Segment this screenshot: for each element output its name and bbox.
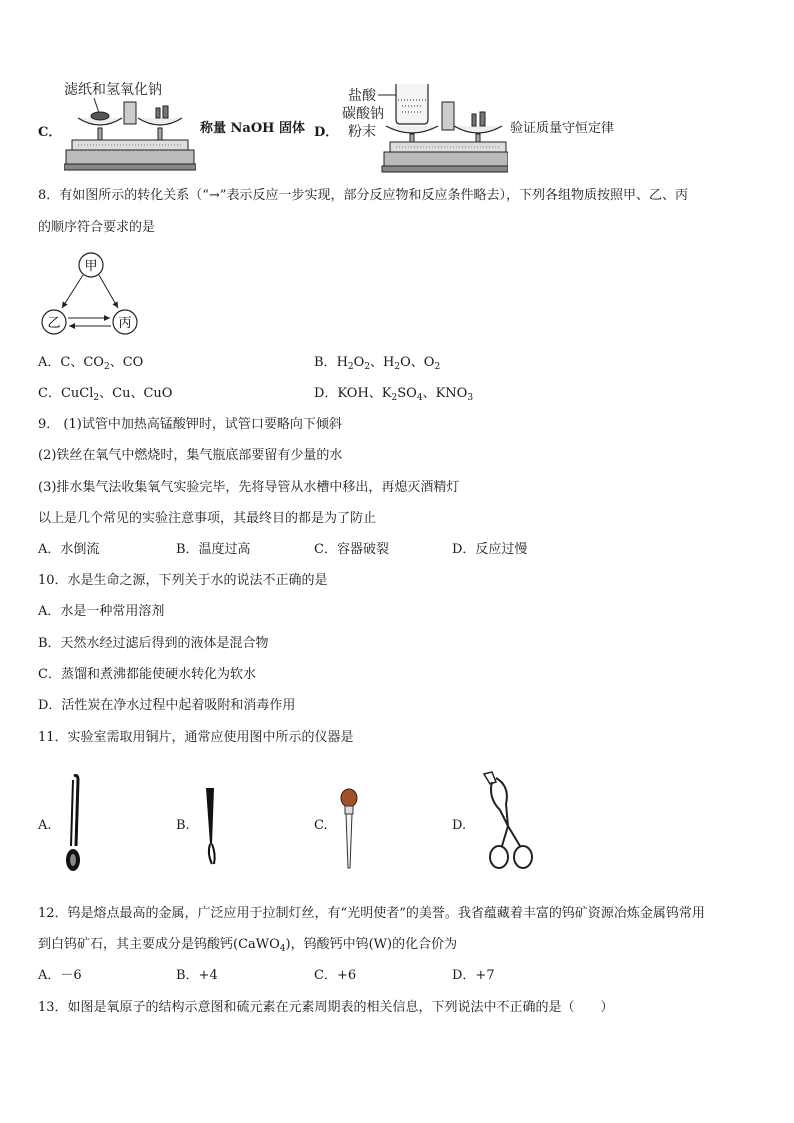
q7-option-c-letter: C．: [38, 125, 62, 140]
q12-stem-line1: 12．钨是熔点最高的金属，广泛应用于拉制灯丝，有“光明使者”的美誉。我省蕴藏着丰富的钨矿资源冶炼金属钨常用: [38, 906, 705, 921]
q9-line1: 9． (1)试管中加热高锰酸钾时，试管口要略向下倾斜: [38, 417, 342, 432]
node-yi: 乙: [47, 316, 61, 331]
dropper-icon: [338, 788, 360, 872]
q9-line3: (3)排水集气法收集氧气实验完毕，先将导管从水槽中移出，再熄灭酒精灯: [38, 480, 460, 495]
q11-option-d-letter: D.: [452, 818, 467, 833]
tweezers-icon: [198, 786, 224, 868]
figure-label-filter-paper: 滤纸和氢氧化钠: [64, 82, 162, 98]
q8-stem-line1: 8．有如图所示的转化关系（“→”表示反应一步实现，部分反应物和反应条件略去），下列各组物质按照甲、乙、丙: [38, 188, 688, 203]
q9-line4: 以上是几个常见的实验注意事项，其最终目的都是为了防止: [38, 511, 377, 526]
q10-option-c: C．蒸馏和煮沸都能使硬水转化为软水: [38, 667, 256, 682]
balance-mass-conservation-figure: [342, 80, 508, 175]
figure-label-powder: 粉末: [348, 124, 376, 140]
q8-option-b: B．$H_2O_2$、$H_2O$、$O_2$: [314, 355, 441, 372]
q13-stem: 13．如图是氧原子的结构示意图和硫元素在元素周期表的相关信息，下列说法中不正确的是（ ）: [38, 1000, 614, 1015]
q10-stem: 10．水是生命之源，下列关于水的说法不正确的是: [38, 573, 328, 588]
q11-option-b-letter: B.: [176, 818, 190, 833]
crucible-tongs-icon: [476, 770, 538, 872]
balance-naoh-figure: [64, 80, 196, 175]
q10-option-a: A．水是一种常用溶剂: [38, 604, 165, 619]
q9-line2: (2)铁丝在氧气中燃烧时，集气瓶底部要留有少量的水: [38, 448, 343, 463]
q8-option-d: D．KOH、$K_2SO_4$、$KNO_3$: [314, 386, 474, 403]
q11-stem: 11．实验室需取用铜片，通常应使用图中所示的仪器是: [38, 730, 354, 745]
node-jia: 甲: [84, 259, 98, 274]
q8-option-c: C．CuCl$_2$、Cu、CuO: [38, 386, 173, 403]
q12-option-c: C．+6: [314, 968, 357, 983]
q12-option-d: D．+7: [452, 968, 495, 983]
q12-option-b: B．+4: [176, 968, 218, 983]
q8-option-a: A．C、$CO_2$、CO: [38, 355, 144, 372]
q9-option-a: A．水倒流: [38, 542, 100, 557]
q11-option-c-letter: C.: [314, 818, 328, 833]
q7-option-d-text: 验证质量守恒定律: [510, 121, 615, 136]
q12-stem-line2: 到白钨矿石，其主要成分是钨酸钙(CaWO$_4$)，钨酸钙中钨(W)的化合价为: [38, 937, 458, 954]
node-bing: 丙: [118, 316, 132, 331]
q12-option-a: A．－6: [38, 968, 82, 983]
conversion-diagram: [38, 250, 148, 340]
q9-option-d: D．反应过慢: [452, 542, 528, 557]
q8-stem-line2: 的顺序符合要求的是: [38, 220, 156, 235]
q7-option-d-letter: D．: [314, 125, 339, 140]
figure-label-sodium-carbonate: 碳酸钠: [342, 106, 384, 122]
q11-option-a-letter: A.: [38, 818, 52, 833]
q9-option-b: B．温度过高: [176, 542, 251, 557]
q10-option-b: B．天然水经过滤后得到的液体是混合物: [38, 636, 269, 651]
q10-option-d: D．活性炭在净水过程中起着吸附和消毒作用: [38, 698, 296, 713]
figure-label-hcl: 盐酸: [348, 88, 376, 104]
q9-option-c: C．容器破裂: [314, 542, 389, 557]
q7-option-c-text: 称量 NaOH 固体: [200, 121, 305, 136]
medicine-spoon-icon: [60, 772, 90, 874]
